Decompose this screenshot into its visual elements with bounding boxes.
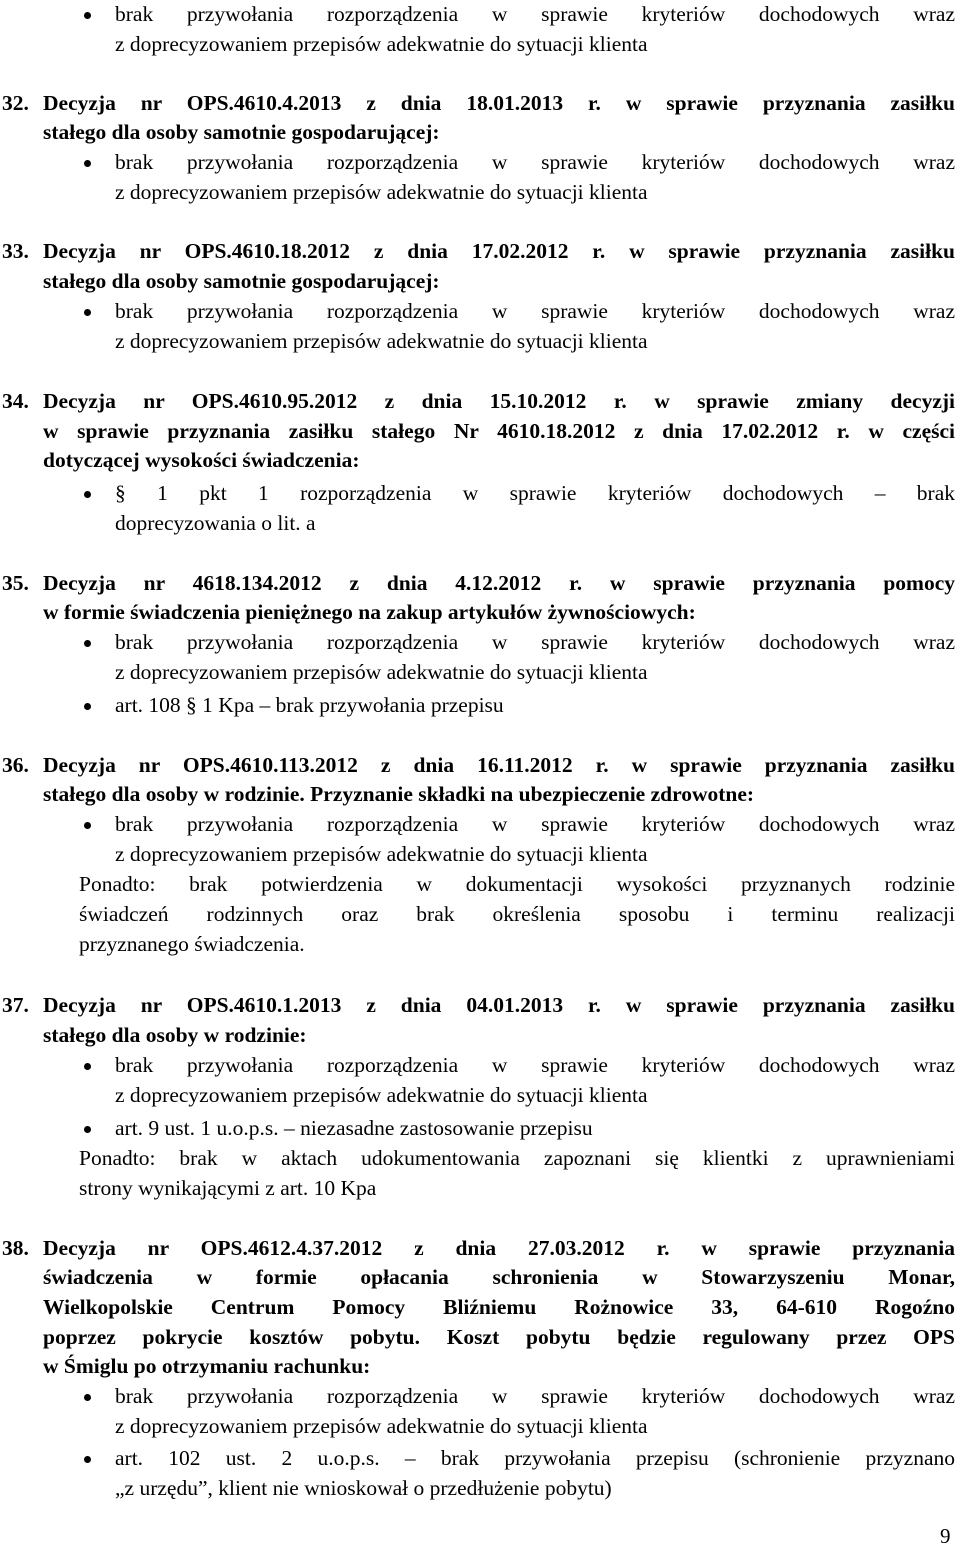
item-number: 33. bbox=[2, 239, 29, 263]
bullet-icon bbox=[84, 1394, 91, 1401]
item-heading: w sprawie przyznania zasiłku stałego Nr 4610.18.2012 z dnia 17.02.2012 r. w części bbox=[43, 419, 955, 443]
item-heading: Wielkopolskie Centrum Pomocy Bliźniemu Rożnowice 33, 64-610 Rogoźno bbox=[43, 1295, 955, 1319]
bullet-icon bbox=[84, 309, 91, 316]
bullet-text: doprecyzowania o lit. a bbox=[115, 511, 316, 535]
bullet-text: „z urzędu”, klient nie wnioskował o przedłużenie pobytu) bbox=[115, 1476, 612, 1500]
bullet-text: brak przywołania rozporządzenia w sprawie kryteriów dochodowych wraz bbox=[115, 1053, 955, 1077]
bullet-text: brak przywołania rozporządzenia w sprawie kryteriów dochodowych wraz bbox=[115, 2, 955, 26]
bullet-icon bbox=[84, 12, 91, 19]
bullet-text: z doprecyzowaniem przepisów adekwatnie do sytuacji klienta bbox=[115, 32, 648, 56]
item-heading: stałego dla osoby w rodzinie: bbox=[43, 1023, 307, 1047]
bullet-text: art. 102 ust. 2 u.o.p.s. – brak przywołania przepisu (schronienie przyznano bbox=[115, 1446, 955, 1470]
bullet-text: brak przywołania rozporządzenia w sprawie kryteriów dochodowych wraz bbox=[115, 812, 955, 836]
bullet-text: brak przywołania rozporządzenia w sprawie kryteriów dochodowych wraz bbox=[115, 299, 955, 323]
item-heading: Decyzja nr OPS.4610.18.2012 z dnia 17.02.2012 r. w sprawie przyznania zasiłku bbox=[43, 239, 955, 263]
bullet-icon bbox=[84, 703, 91, 710]
item-heading: stałego dla osoby samotnie gospodarującej: bbox=[43, 120, 440, 144]
paragraph-text: Ponadto: brak w aktach udokumentowania zapoznani się klientki z uprawnieniami bbox=[79, 1146, 955, 1170]
bullet-text: art. 9 ust. 1 u.o.p.s. – niezasadne zastosowanie przepisu bbox=[115, 1116, 593, 1140]
item-heading: Decyzja nr 4618.134.2012 z dnia 4.12.2012 r. w sprawie przyznania pomocy bbox=[43, 571, 955, 595]
bullet-icon bbox=[84, 1126, 91, 1133]
bullet-text: z doprecyzowaniem przepisów adekwatnie do sytuacji klienta bbox=[115, 329, 648, 353]
item-number: 36. bbox=[2, 753, 29, 777]
bullet-text: brak przywołania rozporządzenia w sprawie kryteriów dochodowych wraz bbox=[115, 1384, 955, 1408]
bullet-icon bbox=[84, 1456, 91, 1463]
bullet-text: z doprecyzowaniem przepisów adekwatnie do sytuacji klienta bbox=[115, 1414, 648, 1438]
item-heading: Decyzja nr OPS.4610.95.2012 z dnia 15.10.2012 r. w sprawie zmiany decyzji bbox=[43, 389, 955, 413]
item-number: 32. bbox=[2, 91, 29, 115]
item-heading: Decyzja nr OPS.4612.4.37.2012 z dnia 27.03.2012 r. w sprawie przyznania bbox=[43, 1236, 955, 1260]
bullet-text: art. 108 § 1 Kpa – brak przywołania przepisu bbox=[115, 693, 504, 717]
bullet-text: z doprecyzowaniem przepisów adekwatnie do sytuacji klienta bbox=[115, 1083, 648, 1107]
bullet-icon bbox=[84, 160, 91, 167]
bullet-text: brak przywołania rozporządzenia w sprawie kryteriów dochodowych wraz bbox=[115, 150, 955, 174]
item-heading: poprzez pokrycie kosztów pobytu. Koszt pobytu będzie regulowany przez OPS bbox=[43, 1325, 955, 1349]
item-heading: Decyzja nr OPS.4610.1.2013 z dnia 04.01.2013 r. w sprawie przyznania zasiłku bbox=[43, 993, 955, 1017]
item-heading: Decyzja nr OPS.4610.4.2013 z dnia 18.01.2013 r. w sprawie przyznania zasiłku bbox=[43, 91, 955, 115]
item-heading: w formie świadczenia pieniężnego na zakup artykułów żywnościowych: bbox=[43, 600, 696, 624]
bullet-text: z doprecyzowaniem przepisów adekwatnie do sytuacji klienta bbox=[115, 660, 648, 684]
bullet-icon bbox=[84, 640, 91, 647]
item-heading: świadczenia w formie opłacania schronienia w Stowarzyszeniu Monar, bbox=[43, 1265, 955, 1289]
paragraph-text: Ponadto: brak potwierdzenia w dokumentacji wysokości przyznanych rodzinie bbox=[79, 872, 955, 896]
item-number: 37. bbox=[2, 993, 29, 1017]
item-heading: stałego dla osoby samotnie gospodarującej: bbox=[43, 269, 440, 293]
item-heading: Decyzja nr OPS.4610.113.2012 z dnia 16.11.2012 r. w sprawie przyznania zasiłku bbox=[43, 753, 955, 777]
bullet-text: z doprecyzowaniem przepisów adekwatnie do sytuacji klienta bbox=[115, 842, 648, 866]
item-number: 35. bbox=[2, 571, 29, 595]
item-heading: stałego dla osoby w rodzinie. Przyznanie składki na ubezpieczenie zdrowotne: bbox=[43, 782, 755, 806]
paragraph-text: strony wynikającymi z art. 10 Kpa bbox=[79, 1176, 377, 1200]
page-number: 9 bbox=[940, 1524, 951, 1548]
item-number: 38. bbox=[2, 1236, 29, 1260]
paragraph-text: przyznanego świadczenia. bbox=[79, 932, 305, 956]
bullet-text: brak przywołania rozporządzenia w sprawie kryteriów dochodowych wraz bbox=[115, 630, 955, 654]
paragraph-text: świadczeń rodzinnych oraz brak określenia sposobu i terminu realizacji bbox=[79, 902, 955, 926]
item-heading: dotyczącej wysokości świadczenia: bbox=[43, 448, 360, 472]
item-heading: w Śmiglu po otrzymaniu rachunku: bbox=[43, 1354, 371, 1378]
bullet-icon bbox=[84, 491, 91, 498]
bullet-text: z doprecyzowaniem przepisów adekwatnie do sytuacji klienta bbox=[115, 180, 648, 204]
item-number: 34. bbox=[2, 389, 29, 413]
bullet-icon bbox=[84, 822, 91, 829]
bullet-icon bbox=[84, 1063, 91, 1070]
bullet-text: § 1 pkt 1 rozporządzenia w sprawie kryteriów dochodowych – brak bbox=[115, 481, 955, 505]
